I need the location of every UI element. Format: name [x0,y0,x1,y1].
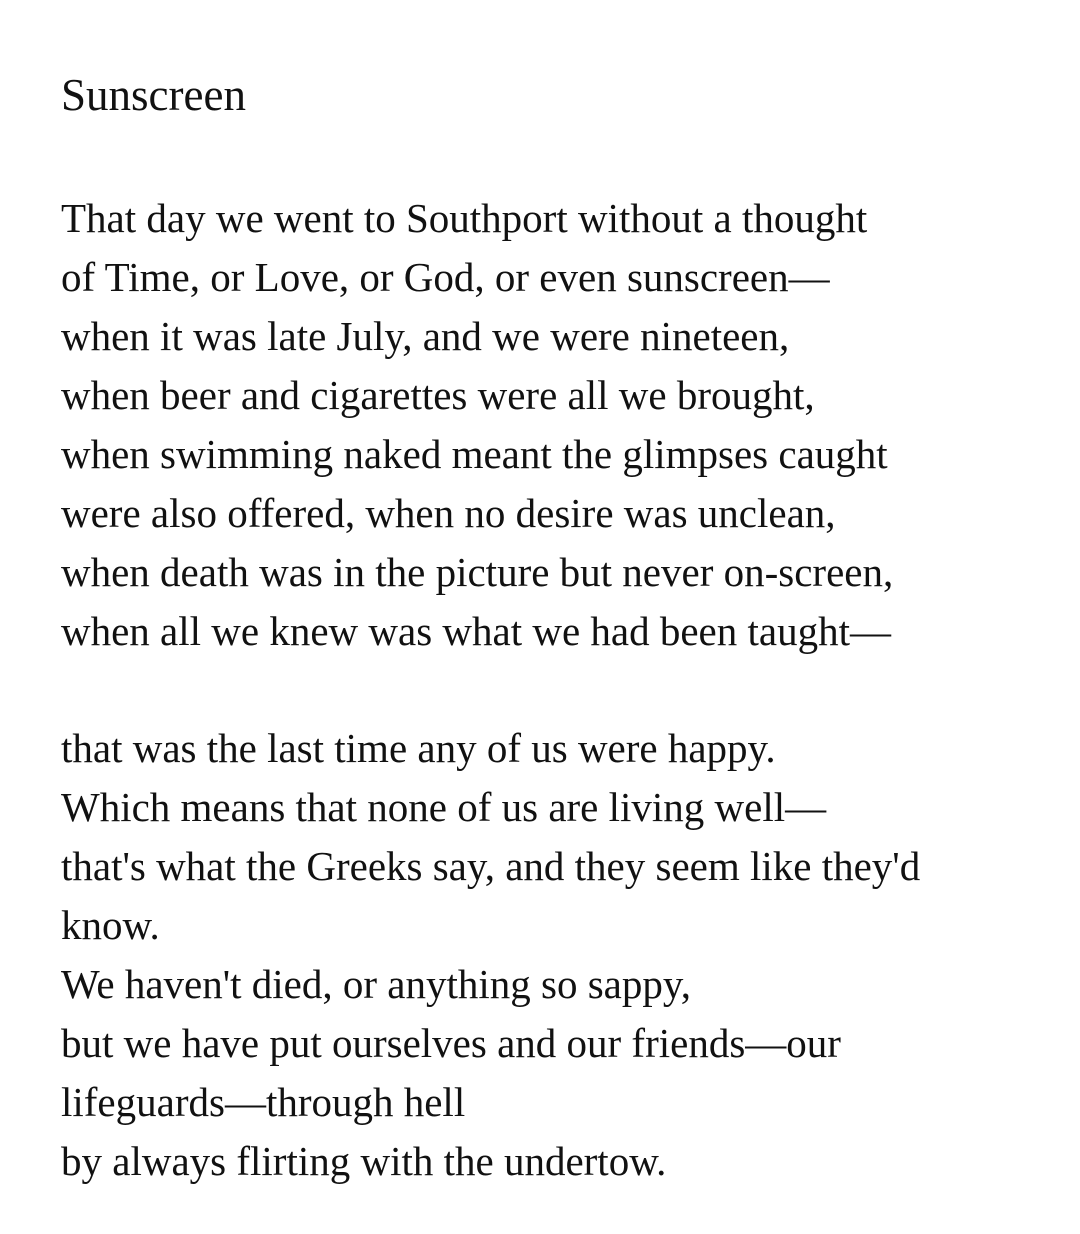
poem-line: when all we knew was what we had been taught— [61,608,891,654]
poem-line: that was the last time any of us were happy. [61,725,776,771]
poem-line: when it was late July, and we were nineteen, [61,313,790,359]
poem-line: when death was in the picture but never on-screen, [61,549,894,595]
poem-line: but we have put ourselves and our friends—our [61,1020,841,1066]
poem-line: when swimming naked meant the glimpses caught [61,431,888,477]
poem-line: know. [61,902,160,948]
poem-line: that's what the Greeks say, and they seem like they'd [61,843,921,889]
poem-line: by always flirting with the undertow. [61,1138,667,1184]
stanza-1 [61,189,893,661]
poem-line: were also offered, when no desire was unclean, [61,490,836,536]
stanza-2 [61,719,920,1191]
poem-line: Which means that none of us are living well— [61,784,827,830]
poem-title: Sunscreen [61,70,246,120]
poem-line: We haven't died, or anything so sappy, [61,961,691,1007]
poem-line: of Time, or Love, or God, or even sunscreen— [61,254,830,300]
poem-line: lifeguards—through hell [61,1079,466,1125]
poem-line: when beer and cigarettes were all we brought, [61,372,815,418]
poem-line: That day we went to Southport without a thought [61,195,868,241]
